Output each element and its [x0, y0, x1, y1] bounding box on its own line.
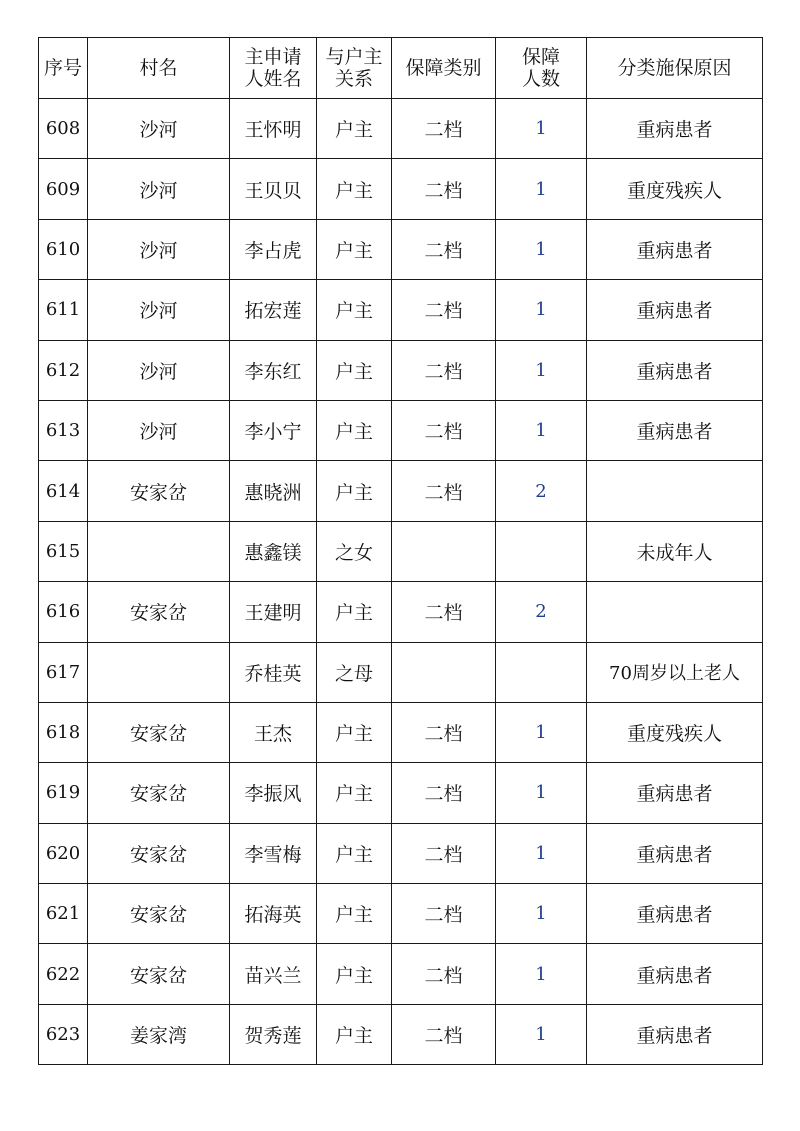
cell-seq: 618 [39, 702, 88, 762]
cell-village: 安家岔 [88, 582, 230, 642]
cell-village [88, 642, 230, 702]
cell-category: 二档 [392, 219, 496, 279]
table-row [39, 702, 763, 762]
cell-applicant-name: 王杰 [230, 702, 317, 762]
cell-relation: 户主 [317, 944, 392, 1004]
assistance-table [38, 37, 763, 1065]
cell-village: 安家岔 [88, 884, 230, 944]
cell-category: 二档 [392, 159, 496, 219]
cell-category: 二档 [392, 400, 496, 460]
cell-category: 二档 [392, 1004, 496, 1064]
cell-count: 1 [496, 99, 587, 159]
cell-applicant-name: 贺秀莲 [230, 1004, 317, 1064]
table-row [39, 582, 763, 642]
cell-reason: 重病患者 [587, 280, 763, 340]
cell-seq: 608 [39, 99, 88, 159]
table-row [39, 521, 763, 581]
cell-relation: 户主 [317, 219, 392, 279]
cell-applicant-name: 惠晓洲 [230, 461, 317, 521]
cell-category [392, 642, 496, 702]
cell-relation: 户主 [317, 400, 392, 460]
table-row [39, 823, 763, 883]
cell-applicant-name: 李雪梅 [230, 823, 317, 883]
cell-village: 沙河 [88, 340, 230, 400]
cell-category: 二档 [392, 823, 496, 883]
cell-reason: 重病患者 [587, 1004, 763, 1064]
cell-reason: 未成年人 [587, 521, 763, 581]
table-row [39, 763, 763, 823]
cell-reason: 重病患者 [587, 884, 763, 944]
cell-village: 沙河 [88, 99, 230, 159]
cell-relation: 户主 [317, 159, 392, 219]
cell-seq: 614 [39, 461, 88, 521]
cell-relation: 户主 [317, 340, 392, 400]
cell-reason: 重病患者 [587, 944, 763, 1004]
cell-seq: 611 [39, 280, 88, 340]
cell-village: 沙河 [88, 159, 230, 219]
cell-seq: 616 [39, 582, 88, 642]
cell-category: 二档 [392, 884, 496, 944]
cell-applicant-name: 王贝贝 [230, 159, 317, 219]
cell-count: 1 [496, 219, 587, 279]
cell-category: 二档 [392, 944, 496, 1004]
cell-category: 二档 [392, 763, 496, 823]
cell-applicant-name: 苗兴兰 [230, 944, 317, 1004]
cell-applicant-name: 拓宏莲 [230, 280, 317, 340]
cell-applicant-name: 王怀明 [230, 99, 317, 159]
cell-relation: 户主 [317, 884, 392, 944]
table-row [39, 340, 763, 400]
cell-count: 1 [496, 944, 587, 1004]
cell-reason: 重病患者 [587, 99, 763, 159]
cell-relation: 户主 [317, 99, 392, 159]
cell-village: 安家岔 [88, 702, 230, 762]
table-row [39, 159, 763, 219]
cell-applicant-name: 李占虎 [230, 219, 317, 279]
cell-village: 安家岔 [88, 944, 230, 1004]
cell-village: 沙河 [88, 280, 230, 340]
cell-relation: 户主 [317, 582, 392, 642]
cell-count: 2 [496, 461, 587, 521]
table-row [39, 461, 763, 521]
cell-applicant-name: 拓海英 [230, 884, 317, 944]
cell-seq: 615 [39, 521, 88, 581]
cell-relation: 户主 [317, 280, 392, 340]
cell-category: 二档 [392, 340, 496, 400]
table-row [39, 642, 763, 702]
cell-count [496, 521, 587, 581]
cell-village: 姜家湾 [88, 1004, 230, 1064]
cell-count: 1 [496, 702, 587, 762]
cell-relation: 户主 [317, 461, 392, 521]
cell-applicant-name: 李振风 [230, 763, 317, 823]
header-reason: 分类施保原因 [587, 38, 763, 99]
cell-relation: 户主 [317, 1004, 392, 1064]
cell-village: 安家岔 [88, 461, 230, 521]
cell-count: 1 [496, 763, 587, 823]
cell-relation: 之母 [317, 642, 392, 702]
cell-category: 二档 [392, 582, 496, 642]
cell-applicant-name: 李东红 [230, 340, 317, 400]
cell-seq: 617 [39, 642, 88, 702]
cell-applicant-name: 乔桂英 [230, 642, 317, 702]
cell-count: 1 [496, 400, 587, 460]
cell-seq: 613 [39, 400, 88, 460]
cell-reason: 重病患者 [587, 219, 763, 279]
cell-applicant-name: 李小宁 [230, 400, 317, 460]
cell-seq: 622 [39, 944, 88, 1004]
cell-category: 二档 [392, 461, 496, 521]
table-row [39, 99, 763, 159]
cell-seq: 612 [39, 340, 88, 400]
table-row [39, 400, 763, 460]
cell-reason: 70周岁以上老人 [587, 642, 763, 702]
cell-seq: 621 [39, 884, 88, 944]
header-village: 村名 [88, 38, 230, 99]
header-row [39, 38, 763, 99]
cell-count: 1 [496, 1004, 587, 1064]
cell-count: 2 [496, 582, 587, 642]
cell-village [88, 521, 230, 581]
header-relation: 与户主关系 [317, 38, 392, 99]
header-count: 保障人数 [496, 38, 587, 99]
cell-count: 1 [496, 884, 587, 944]
cell-seq: 620 [39, 823, 88, 883]
cell-reason: 重病患者 [587, 340, 763, 400]
cell-village: 安家岔 [88, 763, 230, 823]
header-applicant: 主申请人姓名 [230, 38, 317, 99]
cell-village: 沙河 [88, 400, 230, 460]
cell-reason [587, 461, 763, 521]
cell-count [496, 642, 587, 702]
cell-count: 1 [496, 340, 587, 400]
cell-seq: 610 [39, 219, 88, 279]
cell-category [392, 521, 496, 581]
cell-category: 二档 [392, 99, 496, 159]
cell-category: 二档 [392, 702, 496, 762]
cell-count: 1 [496, 280, 587, 340]
header-category: 保障类别 [392, 38, 496, 99]
cell-seq: 619 [39, 763, 88, 823]
cell-count: 1 [496, 159, 587, 219]
cell-relation: 户主 [317, 763, 392, 823]
cell-reason: 重病患者 [587, 763, 763, 823]
table-row [39, 1004, 763, 1064]
table-row [39, 884, 763, 944]
cell-reason: 重度残疾人 [587, 702, 763, 762]
cell-category: 二档 [392, 280, 496, 340]
cell-relation: 之女 [317, 521, 392, 581]
cell-reason: 重病患者 [587, 400, 763, 460]
cell-relation: 户主 [317, 702, 392, 762]
table-row [39, 219, 763, 279]
cell-seq: 609 [39, 159, 88, 219]
table-row [39, 944, 763, 1004]
cell-reason: 重度残疾人 [587, 159, 763, 219]
cell-relation: 户主 [317, 823, 392, 883]
table-body [39, 99, 763, 1065]
cell-seq: 623 [39, 1004, 88, 1064]
cell-village: 安家岔 [88, 823, 230, 883]
cell-applicant-name: 王建明 [230, 582, 317, 642]
header-seq: 序号 [39, 38, 88, 99]
table-header [39, 38, 763, 99]
cell-village: 沙河 [88, 219, 230, 279]
cell-applicant-name: 惠鑫镁 [230, 521, 317, 581]
cell-count: 1 [496, 823, 587, 883]
table-row [39, 280, 763, 340]
cell-reason [587, 582, 763, 642]
cell-reason: 重病患者 [587, 823, 763, 883]
